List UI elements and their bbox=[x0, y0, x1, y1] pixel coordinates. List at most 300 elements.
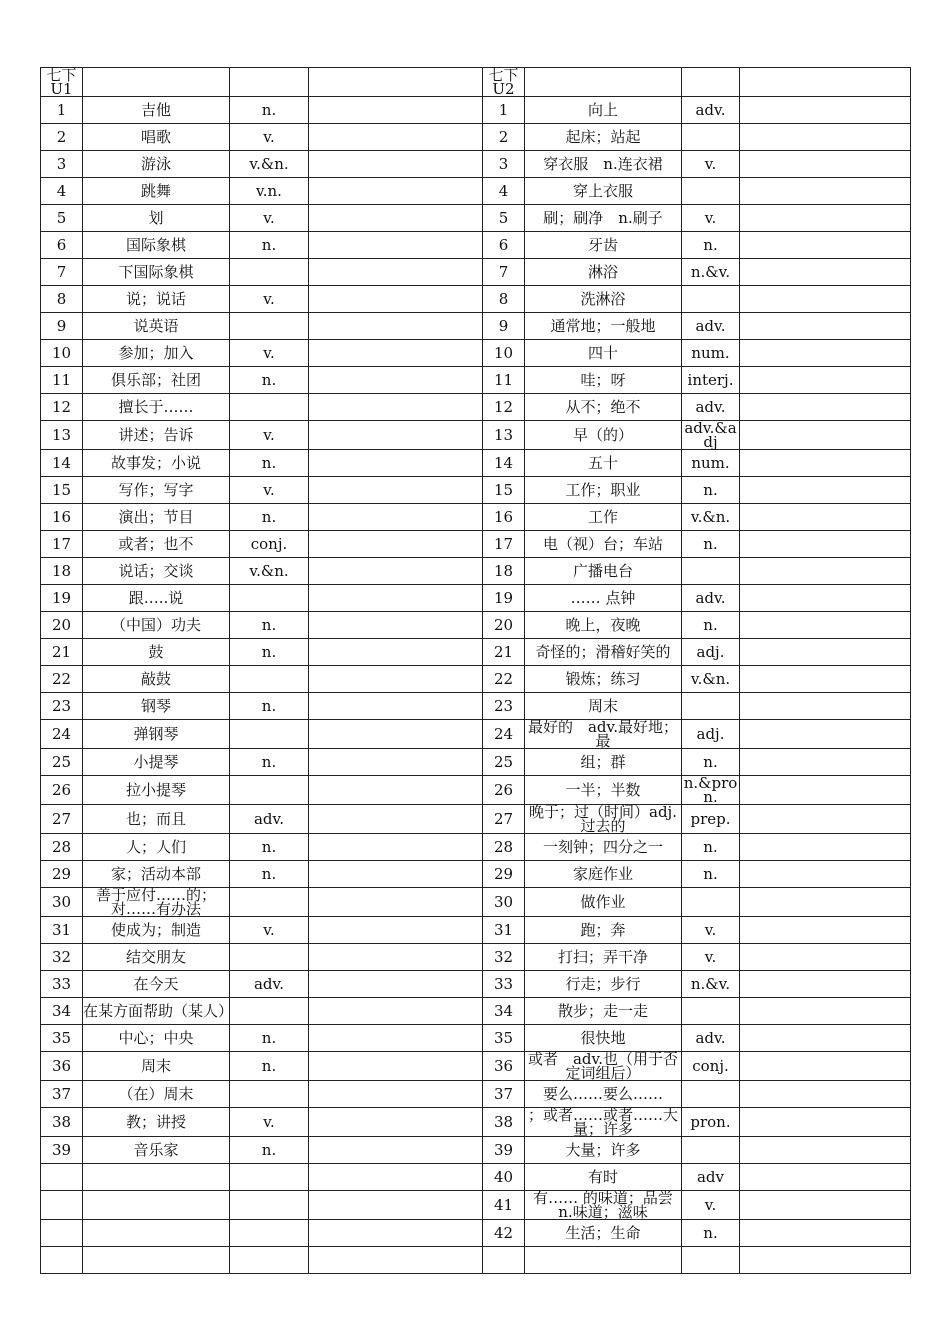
right-meaning-cell: 刷；刷净 n.刷子 bbox=[525, 205, 682, 232]
left-part-of-speech-cell: n. bbox=[230, 504, 309, 531]
right-number-cell: 22 bbox=[483, 666, 525, 693]
left-answer-cell bbox=[309, 178, 483, 205]
left-number-cell: 10 bbox=[41, 340, 83, 367]
left-part-of-speech-cell: n. bbox=[230, 693, 309, 720]
left-answer-cell bbox=[309, 313, 483, 340]
right-answer-cell bbox=[740, 151, 911, 178]
vocab-row bbox=[41, 639, 911, 666]
right-part-of-speech-cell: n. bbox=[682, 834, 740, 861]
left-answer-cell bbox=[309, 693, 483, 720]
right-part-of-speech-cell: n. bbox=[682, 612, 740, 639]
right-number-cell: 9 bbox=[483, 313, 525, 340]
vocab-row bbox=[41, 1164, 911, 1191]
right-part-of-speech-cell: adv. bbox=[682, 313, 740, 340]
right-number-cell: 34 bbox=[483, 998, 525, 1025]
left-answer-cell bbox=[309, 834, 483, 861]
right-answer-cell bbox=[740, 178, 911, 205]
right-number-cell: 29 bbox=[483, 861, 525, 888]
vocab-row bbox=[41, 1191, 911, 1220]
right-meaning-cell: 有时 bbox=[525, 1164, 682, 1191]
right-meaning-cell: 广播电台 bbox=[525, 558, 682, 585]
right-part-of-speech-cell: n. bbox=[682, 749, 740, 776]
left-number-cell: 32 bbox=[41, 944, 83, 971]
left-number-cell bbox=[41, 1247, 83, 1274]
vocab-row bbox=[41, 720, 911, 749]
right-meaning-cell: 做作业 bbox=[525, 888, 682, 917]
left-meaning-cell: 结交朋友 bbox=[83, 944, 230, 971]
left-part-of-speech-cell: n. bbox=[230, 450, 309, 477]
vocab-row bbox=[41, 97, 911, 124]
header-blank-cell bbox=[525, 68, 682, 97]
left-part-of-speech-cell: v.&n. bbox=[230, 151, 309, 178]
header-row bbox=[41, 68, 911, 97]
vocab-row bbox=[41, 151, 911, 178]
left-answer-cell bbox=[309, 917, 483, 944]
left-answer-cell bbox=[309, 749, 483, 776]
left-meaning-cell: 周末 bbox=[83, 1052, 230, 1081]
right-answer-cell bbox=[740, 749, 911, 776]
right-meaning-cell: 要么……要么…… bbox=[525, 1081, 682, 1108]
header-blank-cell bbox=[309, 68, 483, 97]
left-answer-cell bbox=[309, 151, 483, 178]
vocab-row bbox=[41, 917, 911, 944]
right-number-cell: 27 bbox=[483, 805, 525, 834]
left-meaning-cell: 钢琴 bbox=[83, 693, 230, 720]
left-meaning-cell: （中国）功夫 bbox=[83, 612, 230, 639]
left-number-cell: 20 bbox=[41, 612, 83, 639]
vocabulary-sheet bbox=[40, 67, 910, 1274]
right-answer-cell bbox=[740, 805, 911, 834]
left-meaning-cell: 也；而且 bbox=[83, 805, 230, 834]
right-part-of-speech-cell: n. bbox=[682, 531, 740, 558]
right-part-of-speech-cell: adj. bbox=[682, 639, 740, 666]
left-part-of-speech-cell: n. bbox=[230, 232, 309, 259]
right-answer-cell bbox=[740, 1247, 911, 1274]
left-meaning-cell: 音乐家 bbox=[83, 1137, 230, 1164]
right-number-cell: 35 bbox=[483, 1025, 525, 1052]
right-answer-cell bbox=[740, 639, 911, 666]
left-meaning-cell: 拉小提琴 bbox=[83, 776, 230, 805]
right-meaning-cell bbox=[525, 1247, 682, 1274]
left-meaning-cell: 下国际象棋 bbox=[83, 259, 230, 286]
left-answer-cell bbox=[309, 259, 483, 286]
right-part-of-speech-cell bbox=[682, 693, 740, 720]
right-meaning-cell: 组；群 bbox=[525, 749, 682, 776]
right-number-cell: 20 bbox=[483, 612, 525, 639]
right-part-of-speech-cell: n. bbox=[682, 861, 740, 888]
left-number-cell: 31 bbox=[41, 917, 83, 944]
left-part-of-speech-cell: n. bbox=[230, 1137, 309, 1164]
vocab-row bbox=[41, 367, 911, 394]
left-part-of-speech-cell: v. bbox=[230, 205, 309, 232]
left-part-of-speech-cell: v. bbox=[230, 286, 309, 313]
left-meaning-cell: 教；讲授 bbox=[83, 1108, 230, 1137]
vocab-row bbox=[41, 558, 911, 585]
left-part-of-speech-cell: v. bbox=[230, 421, 309, 450]
left-part-of-speech-cell bbox=[230, 1191, 309, 1220]
vocab-row bbox=[41, 1108, 911, 1137]
right-answer-cell bbox=[740, 1052, 911, 1081]
left-meaning-cell: 人；人们 bbox=[83, 834, 230, 861]
right-part-of-speech-cell: v.&n. bbox=[682, 666, 740, 693]
left-answer-cell bbox=[309, 367, 483, 394]
unit-header-right: 七下U2 bbox=[483, 68, 525, 97]
vocab-row bbox=[41, 286, 911, 313]
right-answer-cell bbox=[740, 1137, 911, 1164]
right-meaning-cell: 散步；走一走 bbox=[525, 998, 682, 1025]
vocab-row bbox=[41, 421, 911, 450]
right-part-of-speech-cell: n.&v. bbox=[682, 971, 740, 998]
left-meaning-cell: （在）周末 bbox=[83, 1081, 230, 1108]
right-meaning-cell: 奇怪的；滑稽好笑的 bbox=[525, 639, 682, 666]
left-number-cell: 35 bbox=[41, 1025, 83, 1052]
left-meaning-cell: 敲鼓 bbox=[83, 666, 230, 693]
left-number-cell: 33 bbox=[41, 971, 83, 998]
left-answer-cell bbox=[309, 1164, 483, 1191]
right-meaning-cell: ；或者……或者……大量；许多 bbox=[525, 1108, 682, 1137]
right-part-of-speech-cell: n. bbox=[682, 232, 740, 259]
left-meaning-cell: 唱歌 bbox=[83, 124, 230, 151]
left-answer-cell bbox=[309, 1108, 483, 1137]
right-meaning-cell: 五十 bbox=[525, 450, 682, 477]
left-answer-cell bbox=[309, 585, 483, 612]
right-meaning-cell: 一半；半数 bbox=[525, 776, 682, 805]
left-answer-cell bbox=[309, 477, 483, 504]
right-answer-cell bbox=[740, 531, 911, 558]
left-part-of-speech-cell bbox=[230, 1081, 309, 1108]
vocab-row bbox=[41, 998, 911, 1025]
right-answer-cell bbox=[740, 232, 911, 259]
right-part-of-speech-cell: v. bbox=[682, 944, 740, 971]
vocab-row bbox=[41, 340, 911, 367]
right-part-of-speech-cell bbox=[682, 888, 740, 917]
vocab-row bbox=[41, 531, 911, 558]
left-part-of-speech-cell: v.&n. bbox=[230, 558, 309, 585]
left-part-of-speech-cell: v. bbox=[230, 340, 309, 367]
right-meaning-cell: 打扫；弄干净 bbox=[525, 944, 682, 971]
right-number-cell: 37 bbox=[483, 1081, 525, 1108]
left-part-of-speech-cell: conj. bbox=[230, 531, 309, 558]
unit-header-left: 七下U1 bbox=[41, 68, 83, 97]
right-answer-cell bbox=[740, 367, 911, 394]
vocab-row bbox=[41, 693, 911, 720]
left-part-of-speech-cell bbox=[230, 1220, 309, 1247]
vocab-row bbox=[41, 259, 911, 286]
left-number-cell bbox=[41, 1220, 83, 1247]
vocab-row bbox=[41, 394, 911, 421]
right-number-cell: 18 bbox=[483, 558, 525, 585]
left-meaning-cell: 写作；写字 bbox=[83, 477, 230, 504]
right-number-cell: 16 bbox=[483, 504, 525, 531]
vocab-row bbox=[41, 749, 911, 776]
left-meaning-cell: 或者；也不 bbox=[83, 531, 230, 558]
right-number-cell: 5 bbox=[483, 205, 525, 232]
right-answer-cell bbox=[740, 888, 911, 917]
vocab-row bbox=[41, 232, 911, 259]
right-part-of-speech-cell: interj. bbox=[682, 367, 740, 394]
left-meaning-cell: 说英语 bbox=[83, 313, 230, 340]
vocab-row bbox=[41, 888, 911, 917]
right-answer-cell bbox=[740, 1220, 911, 1247]
right-number-cell: 10 bbox=[483, 340, 525, 367]
right-meaning-cell: 晚上，夜晚 bbox=[525, 612, 682, 639]
left-number-cell: 5 bbox=[41, 205, 83, 232]
left-answer-cell bbox=[309, 971, 483, 998]
right-meaning-cell: 穿衣服 n.连衣裙 bbox=[525, 151, 682, 178]
left-part-of-speech-cell: adv. bbox=[230, 971, 309, 998]
right-answer-cell bbox=[740, 421, 911, 450]
left-number-cell: 16 bbox=[41, 504, 83, 531]
left-answer-cell bbox=[309, 1137, 483, 1164]
right-meaning-cell: 一刻钟；四分之一 bbox=[525, 834, 682, 861]
right-meaning-cell: 电（视）台；车站 bbox=[525, 531, 682, 558]
right-part-of-speech-cell bbox=[682, 1247, 740, 1274]
left-part-of-speech-cell: v. bbox=[230, 477, 309, 504]
left-number-cell: 2 bbox=[41, 124, 83, 151]
right-meaning-cell: 工作 bbox=[525, 504, 682, 531]
vocab-row bbox=[41, 776, 911, 805]
right-part-of-speech-cell: n. bbox=[682, 1220, 740, 1247]
left-number-cell: 3 bbox=[41, 151, 83, 178]
right-meaning-cell: 洗淋浴 bbox=[525, 286, 682, 313]
left-number-cell: 17 bbox=[41, 531, 83, 558]
right-meaning-cell: 最好的 adv.最好地；最 bbox=[525, 720, 682, 749]
vocab-row bbox=[41, 585, 911, 612]
vocab-row bbox=[41, 1137, 911, 1164]
right-answer-cell bbox=[740, 1108, 911, 1137]
right-number-cell: 12 bbox=[483, 394, 525, 421]
left-meaning-cell bbox=[83, 1247, 230, 1274]
right-number-cell: 19 bbox=[483, 585, 525, 612]
right-number-cell: 6 bbox=[483, 232, 525, 259]
left-meaning-cell: 鼓 bbox=[83, 639, 230, 666]
left-part-of-speech-cell bbox=[230, 998, 309, 1025]
left-part-of-speech-cell: v. bbox=[230, 917, 309, 944]
left-part-of-speech-cell: n. bbox=[230, 639, 309, 666]
left-part-of-speech-cell: v. bbox=[230, 124, 309, 151]
right-part-of-speech-cell: adv bbox=[682, 1164, 740, 1191]
vocab-row bbox=[41, 612, 911, 639]
right-meaning-cell: 很快地 bbox=[525, 1025, 682, 1052]
vocab-row bbox=[41, 861, 911, 888]
left-answer-cell bbox=[309, 1081, 483, 1108]
right-part-of-speech-cell: v. bbox=[682, 917, 740, 944]
left-meaning-cell: 俱乐部；社团 bbox=[83, 367, 230, 394]
vocab-row bbox=[41, 805, 911, 834]
vocabulary-table-body bbox=[41, 68, 911, 1274]
left-answer-cell bbox=[309, 639, 483, 666]
left-part-of-speech-cell bbox=[230, 1164, 309, 1191]
left-answer-cell bbox=[309, 531, 483, 558]
left-part-of-speech-cell: v. bbox=[230, 1108, 309, 1137]
right-number-cell: 7 bbox=[483, 259, 525, 286]
right-answer-cell bbox=[740, 944, 911, 971]
vocab-row bbox=[41, 834, 911, 861]
right-answer-cell bbox=[740, 585, 911, 612]
vocab-row bbox=[41, 971, 911, 998]
right-answer-cell bbox=[740, 477, 911, 504]
left-meaning-cell bbox=[83, 1191, 230, 1220]
right-answer-cell bbox=[740, 971, 911, 998]
left-number-cell: 23 bbox=[41, 693, 83, 720]
left-answer-cell bbox=[309, 1025, 483, 1052]
left-part-of-speech-cell: n. bbox=[230, 612, 309, 639]
header-blank-cell bbox=[740, 68, 911, 97]
right-meaning-cell: 从不；绝不 bbox=[525, 394, 682, 421]
left-meaning-cell: 在今天 bbox=[83, 971, 230, 998]
right-part-of-speech-cell: adv. bbox=[682, 585, 740, 612]
right-meaning-cell: 工作；职业 bbox=[525, 477, 682, 504]
left-number-cell: 8 bbox=[41, 286, 83, 313]
left-number-cell bbox=[41, 1164, 83, 1191]
right-number-cell: 14 bbox=[483, 450, 525, 477]
left-meaning-cell: 吉他 bbox=[83, 97, 230, 124]
left-number-cell: 11 bbox=[41, 367, 83, 394]
vocab-row bbox=[41, 666, 911, 693]
right-meaning-cell: 穿上衣服 bbox=[525, 178, 682, 205]
left-part-of-speech-cell: n. bbox=[230, 834, 309, 861]
vocab-row bbox=[41, 1247, 911, 1274]
vocab-row bbox=[41, 178, 911, 205]
left-number-cell: 1 bbox=[41, 97, 83, 124]
left-answer-cell bbox=[309, 340, 483, 367]
right-answer-cell bbox=[740, 313, 911, 340]
left-answer-cell bbox=[309, 1247, 483, 1274]
right-answer-cell bbox=[740, 1164, 911, 1191]
left-part-of-speech-cell bbox=[230, 1247, 309, 1274]
left-meaning-cell: 划 bbox=[83, 205, 230, 232]
left-answer-cell bbox=[309, 805, 483, 834]
right-answer-cell bbox=[740, 504, 911, 531]
left-answer-cell bbox=[309, 394, 483, 421]
right-number-cell: 28 bbox=[483, 834, 525, 861]
vocab-row bbox=[41, 124, 911, 151]
right-part-of-speech-cell bbox=[682, 178, 740, 205]
left-answer-cell bbox=[309, 776, 483, 805]
right-answer-cell bbox=[740, 834, 911, 861]
left-number-cell: 34 bbox=[41, 998, 83, 1025]
left-meaning-cell: 跳舞 bbox=[83, 178, 230, 205]
left-answer-cell bbox=[309, 504, 483, 531]
vocab-row bbox=[41, 1025, 911, 1052]
left-part-of-speech-cell: adv. bbox=[230, 805, 309, 834]
vocab-row bbox=[41, 450, 911, 477]
left-number-cell: 38 bbox=[41, 1108, 83, 1137]
right-answer-cell bbox=[740, 917, 911, 944]
right-part-of-speech-cell: adv. bbox=[682, 394, 740, 421]
right-number-cell: 8 bbox=[483, 286, 525, 313]
left-part-of-speech-cell: n. bbox=[230, 97, 309, 124]
right-answer-cell bbox=[740, 205, 911, 232]
left-part-of-speech-cell bbox=[230, 394, 309, 421]
right-part-of-speech-cell: adv. bbox=[682, 97, 740, 124]
right-meaning-cell: 起床；站起 bbox=[525, 124, 682, 151]
right-number-cell: 24 bbox=[483, 720, 525, 749]
right-part-of-speech-cell bbox=[682, 558, 740, 585]
vocab-row bbox=[41, 944, 911, 971]
left-part-of-speech-cell bbox=[230, 944, 309, 971]
right-answer-cell bbox=[740, 1191, 911, 1220]
right-number-cell: 4 bbox=[483, 178, 525, 205]
left-part-of-speech-cell bbox=[230, 259, 309, 286]
left-number-cell: 7 bbox=[41, 259, 83, 286]
right-part-of-speech-cell: num. bbox=[682, 450, 740, 477]
left-part-of-speech-cell: n. bbox=[230, 1025, 309, 1052]
right-part-of-speech-cell bbox=[682, 286, 740, 313]
left-number-cell: 22 bbox=[41, 666, 83, 693]
right-part-of-speech-cell: adj. bbox=[682, 720, 740, 749]
right-answer-cell bbox=[740, 693, 911, 720]
left-number-cell: 29 bbox=[41, 861, 83, 888]
right-answer-cell bbox=[740, 259, 911, 286]
right-part-of-speech-cell: pron. bbox=[682, 1108, 740, 1137]
right-answer-cell bbox=[740, 394, 911, 421]
left-number-cell: 30 bbox=[41, 888, 83, 917]
left-answer-cell bbox=[309, 998, 483, 1025]
left-number-cell: 37 bbox=[41, 1081, 83, 1108]
left-number-cell: 39 bbox=[41, 1137, 83, 1164]
header-blank-cell bbox=[682, 68, 740, 97]
vocab-row bbox=[41, 1081, 911, 1108]
right-meaning-cell: 行走；步行 bbox=[525, 971, 682, 998]
left-number-cell: 25 bbox=[41, 749, 83, 776]
right-number-cell: 15 bbox=[483, 477, 525, 504]
right-answer-cell bbox=[740, 1025, 911, 1052]
left-number-cell: 6 bbox=[41, 232, 83, 259]
right-part-of-speech-cell: num. bbox=[682, 340, 740, 367]
right-meaning-cell: 向上 bbox=[525, 97, 682, 124]
right-answer-cell bbox=[740, 340, 911, 367]
right-answer-cell bbox=[740, 450, 911, 477]
right-answer-cell bbox=[740, 612, 911, 639]
vocab-row bbox=[41, 1220, 911, 1247]
right-meaning-cell: 生活；生命 bbox=[525, 1220, 682, 1247]
left-meaning-cell: 跟…..说 bbox=[83, 585, 230, 612]
left-answer-cell bbox=[309, 421, 483, 450]
left-meaning-cell: 在某方面帮助（某人） bbox=[83, 998, 230, 1025]
left-number-cell: 13 bbox=[41, 421, 83, 450]
right-number-cell: 21 bbox=[483, 639, 525, 666]
left-number-cell: 18 bbox=[41, 558, 83, 585]
header-blank-cell bbox=[230, 68, 309, 97]
left-answer-cell bbox=[309, 612, 483, 639]
left-part-of-speech-cell bbox=[230, 776, 309, 805]
right-meaning-cell: 或者 adv.也（用于否定词组后） bbox=[525, 1052, 682, 1081]
right-answer-cell bbox=[740, 776, 911, 805]
left-meaning-cell: 中心；中央 bbox=[83, 1025, 230, 1052]
left-meaning-cell: 善于应付……的；对……有办法 bbox=[83, 888, 230, 917]
vocab-row bbox=[41, 1052, 911, 1081]
left-number-cell: 15 bbox=[41, 477, 83, 504]
left-part-of-speech-cell bbox=[230, 585, 309, 612]
left-number-cell: 36 bbox=[41, 1052, 83, 1081]
left-part-of-speech-cell bbox=[230, 313, 309, 340]
right-part-of-speech-cell: v. bbox=[682, 205, 740, 232]
left-number-cell: 28 bbox=[41, 834, 83, 861]
left-meaning-cell: 故事发；小说 bbox=[83, 450, 230, 477]
left-meaning-cell: 擅长于…… bbox=[83, 394, 230, 421]
left-meaning-cell bbox=[83, 1220, 230, 1247]
right-part-of-speech-cell: v.&n. bbox=[682, 504, 740, 531]
right-part-of-speech-cell bbox=[682, 998, 740, 1025]
vocab-row bbox=[41, 205, 911, 232]
right-part-of-speech-cell: n. bbox=[682, 477, 740, 504]
left-answer-cell bbox=[309, 558, 483, 585]
right-number-cell: 38 bbox=[483, 1108, 525, 1137]
right-meaning-cell: 哇；呀 bbox=[525, 367, 682, 394]
left-part-of-speech-cell: n. bbox=[230, 749, 309, 776]
right-number-cell: 32 bbox=[483, 944, 525, 971]
